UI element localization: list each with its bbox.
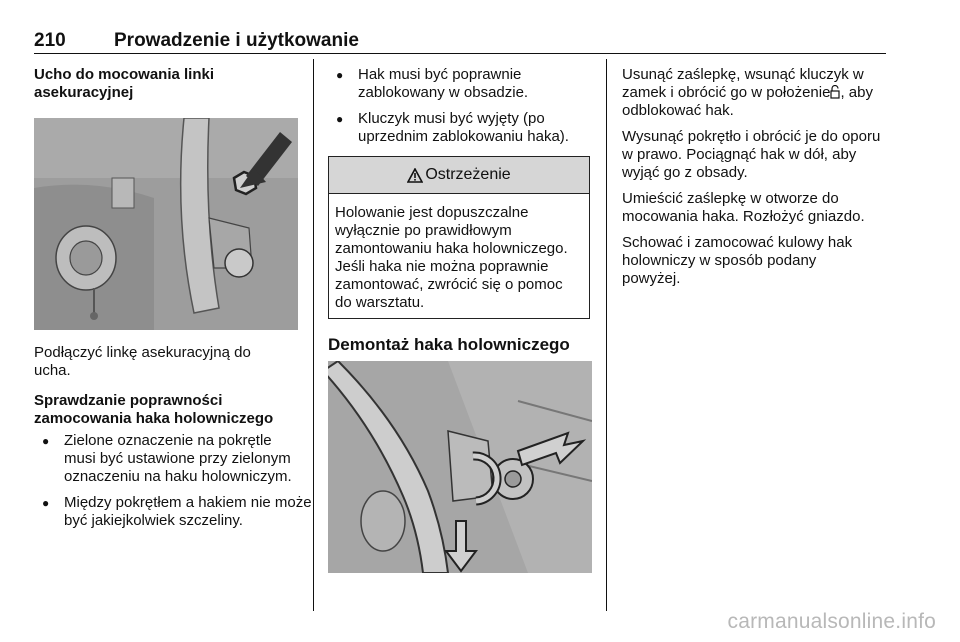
unlocked-padlock-icon	[830, 85, 840, 99]
warning-title: Ostrzeżenie	[425, 166, 511, 183]
list-item: ● Hak musi być poprawnie zablokowany w obsadzie.	[328, 66, 594, 102]
watermark: carmanualsonline.info	[727, 610, 936, 633]
page-number: 210	[34, 30, 66, 51]
column-separator-2	[606, 59, 607, 611]
chapter-title: Prowadzenie i użytkowanie	[114, 30, 359, 51]
column-3	[622, 66, 888, 288]
para-insert-cap: Umieścić zaślepkę w otworze do mocowania haka. Rozłożyć gniazdo.	[622, 190, 865, 225]
illustration-hook-removal	[328, 361, 592, 573]
para-unlock-hook	[622, 66, 888, 120]
warning-header	[329, 157, 589, 194]
illustration-safety-cable-eye	[34, 118, 298, 330]
heading-check-mounting: Sprawdzanie poprawności zamocowania haka holowniczego	[34, 392, 274, 427]
para-stow-hook: Schować i zamocować kulowy hak holowniczy w sposób podany powyżej.	[622, 234, 853, 287]
unlock-text-after: , aby odblokować hak.	[622, 84, 873, 119]
section-title-removal: Demontaż haka holowniczego	[328, 335, 570, 354]
unlock-text-before: Usunąć zaślepkę, wsunąć kluczyk w zamek i obrócić go w położenie	[622, 66, 864, 101]
check-mounting-list	[34, 432, 312, 530]
heading-safety-cable-eye: Ucho do mocowania linki asekuracyjnej	[34, 66, 215, 101]
header-rule	[34, 53, 886, 54]
column-2	[328, 66, 594, 573]
list-item: ● Zielone oznaczenie na pokrętle musi być ustawione przy zielonym oznaczeniu na haku holowniczym.	[34, 432, 294, 486]
warning-body: Holowanie jest dopuszczalne wyłącznie po prawidłowym zamontowaniu haka holowniczego. Jeśli haka nie można poprawnie zamontować, zwrócić się o pomoc do warsztatu.	[335, 204, 568, 311]
para-connect-cable: Podłączyć linkę asekuracyjną do ucha.	[34, 344, 251, 379]
warning-box	[328, 156, 590, 319]
page-header	[34, 30, 886, 52]
hook-requirements-list	[328, 66, 594, 146]
list-item: ● Między pokrętłem a hakiem nie może być jakiejkolwiek szczeliny.	[34, 494, 314, 530]
warning-triangle-icon	[407, 168, 423, 183]
para-remove-hook: Wysunąć pokrętło i obrócić je do oporu w prawo. Pociągnąć hak w dół, aby wyjąć go z obsady.	[622, 128, 881, 181]
list-item: ● Kluczyk musi być wyjęty (po uprzednim zablokowaniu haka).	[328, 110, 594, 146]
column-1	[34, 66, 312, 530]
